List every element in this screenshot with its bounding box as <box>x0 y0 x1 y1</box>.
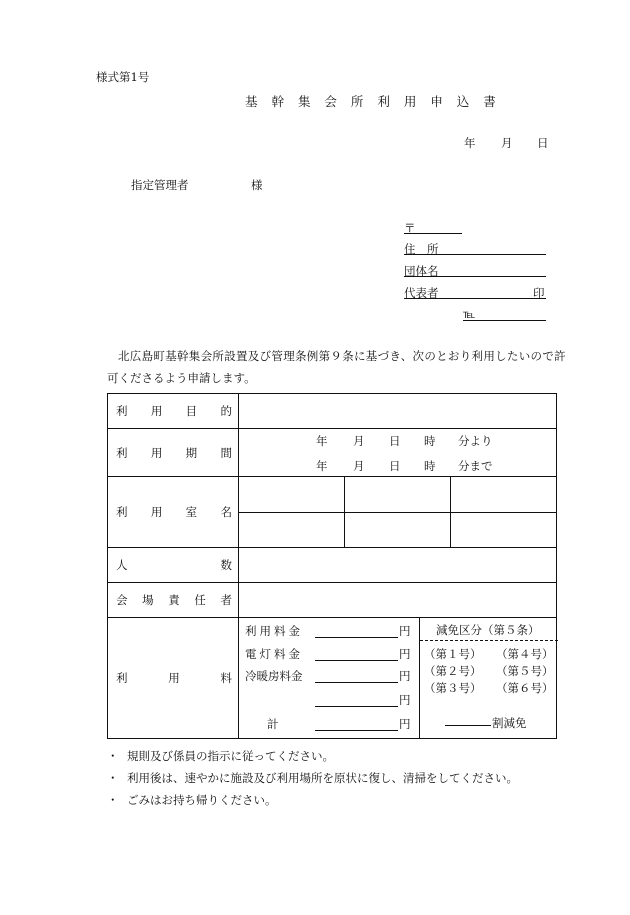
note-item <box>107 767 518 789</box>
addressee-honorific: 様 <box>251 178 263 192</box>
yen-unit: 円 <box>399 647 411 661</box>
address-label: 住 所 <box>404 242 439 256</box>
note-item <box>107 745 518 767</box>
period-label-char: 期 <box>185 445 198 460</box>
people-field[interactable] <box>239 548 557 583</box>
room-subtable <box>239 477 556 547</box>
seal-mark: 印 <box>533 286 545 300</box>
period-label-char: 間 <box>220 445 232 460</box>
manager-label-char: 任 <box>194 593 206 607</box>
fee-label-char: 料 <box>220 671 232 685</box>
bullet: ・ <box>107 793 119 807</box>
note-text: 規則及び係員の指示に従ってください。 <box>127 749 334 763</box>
reduction-item[interactable]: （第５号） <box>496 664 554 678</box>
bullet: ・ <box>107 749 119 763</box>
room-grid <box>239 477 557 548</box>
fee-usage-label: 利用料金 <box>245 624 303 638</box>
postal-line <box>404 220 462 234</box>
period-to-hour: 時 <box>424 458 436 473</box>
room-cell[interactable] <box>450 477 556 512</box>
fee-extra-input[interactable] <box>315 692 398 707</box>
addressee-label: 指定管理者 <box>131 178 189 192</box>
room-label-char: 名 <box>220 505 232 519</box>
fee-label-char: 利 <box>116 671 128 685</box>
reduction-divider <box>420 640 558 641</box>
period-from-day: 日 <box>389 433 401 448</box>
room-cell[interactable] <box>345 512 451 547</box>
reduction-item[interactable]: （第４号） <box>496 647 554 661</box>
reduction-panel <box>420 618 558 738</box>
representative-label: 代表者 <box>404 286 439 300</box>
manager-field[interactable] <box>239 583 557 618</box>
note-item <box>107 789 518 811</box>
room-label-char: 用 <box>150 505 163 519</box>
tel-line <box>463 306 546 321</box>
date-day: 日 <box>537 136 549 150</box>
intro-line-2: 可くださるよう申請します。 <box>107 371 256 385</box>
purpose-label-char: 目 <box>185 404 198 418</box>
application-table <box>107 393 557 739</box>
people-label <box>108 548 239 583</box>
period-to <box>239 458 556 474</box>
reduction-item[interactable]: （第１号） <box>424 647 482 661</box>
fee-light-label: 電灯料金 <box>245 647 303 661</box>
purpose-field[interactable] <box>239 394 557 429</box>
notes-list <box>107 745 518 811</box>
manager-label-char: 場 <box>142 593 154 607</box>
purpose-label-char: 的 <box>220 404 232 418</box>
form-number: 様式第1号 <box>96 70 150 84</box>
period-from-year: 年 <box>316 433 328 448</box>
yen-unit: 円 <box>399 717 411 731</box>
group-line <box>404 262 546 277</box>
period-to-minute: 分まで <box>458 458 493 473</box>
postal-mark: 〒 <box>404 221 416 235</box>
period-to-year: 年 <box>316 458 328 473</box>
manager-label-char: 会 <box>116 593 128 607</box>
date-year: 年 <box>464 136 476 150</box>
people-label-char: 数 <box>220 558 232 572</box>
date-month: 月 <box>501 136 513 150</box>
yen-unit: 円 <box>399 693 411 707</box>
period-field[interactable] <box>239 429 557 477</box>
fee-total-label: 計 <box>267 717 279 731</box>
group-label: 団体名 <box>404 264 439 278</box>
note-text: ごみはお持ち帰りください。 <box>127 793 277 807</box>
yen-unit: 円 <box>399 624 411 638</box>
period-to-month: 月 <box>353 458 365 473</box>
fee-total-input[interactable] <box>315 716 398 731</box>
note-text: 利用後は、速やかに施設及び利用場所を原状に復し、清掃をしてください。 <box>127 771 518 785</box>
fee-light-input[interactable] <box>315 646 398 661</box>
manager-label-char: 責 <box>168 593 180 607</box>
room-cell[interactable] <box>239 477 345 512</box>
reduction-rate-label: 割減免 <box>492 716 527 730</box>
tel-mark: ℡ <box>463 307 476 321</box>
fee-area <box>239 618 557 739</box>
period-label <box>108 429 239 477</box>
reduction-item[interactable]: （第３号） <box>424 681 482 695</box>
form-title: 基 幹 集 会 所 利 用 申 込 書 <box>245 94 501 109</box>
period-label-char: 利 <box>116 445 128 460</box>
purpose-label-char: 用 <box>150 404 163 418</box>
fee-container <box>239 618 556 738</box>
intro-line-1: 北広島町基幹集会所設置及び管理条例第９条に基づき、次のとおり利用したいので許 <box>118 349 566 363</box>
period-from-month: 月 <box>353 433 365 448</box>
room-cell[interactable] <box>345 477 451 512</box>
room-label-char: 利 <box>116 505 128 519</box>
fee-label <box>108 618 239 739</box>
purpose-label-char: 利 <box>116 404 128 418</box>
room-label <box>108 477 239 548</box>
representative-line <box>404 284 546 299</box>
fee-aircon-label: 冷暖房料金 <box>245 669 303 683</box>
manager-label <box>108 583 239 618</box>
manager-label-char: 者 <box>220 593 232 607</box>
room-label-char: 室 <box>185 505 198 519</box>
purpose-label <box>108 394 239 429</box>
period-from-hour: 時 <box>424 433 436 448</box>
fee-usage-input[interactable] <box>315 623 398 638</box>
period-label-char: 用 <box>150 445 163 460</box>
yen-unit: 円 <box>399 669 411 683</box>
reduction-header: 減免区分（第５条） <box>436 623 540 637</box>
reduction-rate-input[interactable] <box>445 715 491 726</box>
room-cell[interactable] <box>450 512 556 547</box>
period-from <box>239 433 556 449</box>
reduction-item[interactable]: （第２号） <box>424 664 482 678</box>
address-line <box>404 240 546 255</box>
people-label-char: 人 <box>116 558 128 572</box>
period-from-minute: 分より <box>458 433 493 448</box>
fee-aircon-input[interactable] <box>315 668 398 683</box>
period-to-day: 日 <box>389 458 401 473</box>
room-cell[interactable] <box>239 512 345 547</box>
bullet: ・ <box>107 771 119 785</box>
fee-label-char: 用 <box>168 671 180 685</box>
fee-breakdown <box>239 618 420 738</box>
reduction-item[interactable]: （第６号） <box>496 681 554 695</box>
